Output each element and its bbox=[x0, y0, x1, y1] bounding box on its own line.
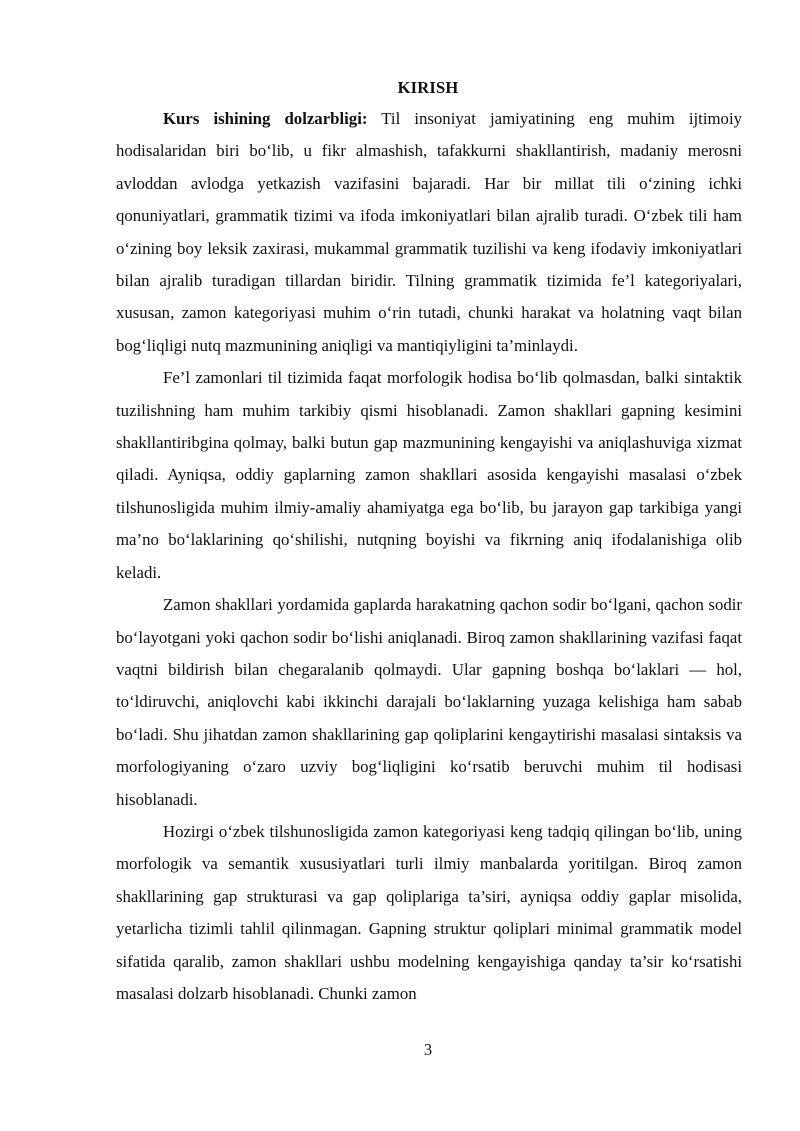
paragraph-3: Zamon shakllari yordamida gaplarda harakatning qachon sodir bo‘lgani, qachon sodir bo‘layotgani yoki qachon sodir bo‘lishi aniqlanadi. Biroq zamon shakllarining vazifasi faqat vaqtni bildirish bilan chegaralanib qolmaydi. Ular gapning boshqa bo‘laklari — hol, to‘ldiruvchi, aniqlovchi kabi ikkinchi darajali bo‘laklarning yuzaga kelishiga ham sabab bo‘ladi. Shu jihatdan zamon shakllarining gap qoliplarini kengaytirishi masalasi sintaksis va morfologiyaning o‘zaro uzviy bog‘liqligini ko‘rsatib beruvchi muhim til hodisasi hisoblanadi. bbox=[116, 595, 742, 809]
paragraph-1 bbox=[116, 103, 742, 362]
paragraph-1-lead: Kurs ishining dolzarbligi: bbox=[163, 109, 368, 128]
paragraph-4: Hozirgi o‘zbek tilshunosligida zamon kategoriyasi keng tadqiq qilingan bo‘lib, uning morfologik va semantik xususiyatlari turli ilmiy manbalarda yoritilgan. Biroq zamon shakllarining gap strukturasi va gap qoliplariga ta’siri, ayniqsa oddiy gaplar misolida, yetarlicha tizimli tahlil qilinmagan. Gapning struktur qoliplari minimal grammatik model sifatida qaralib, zamon shakllari ushbu modelning kengayishiga qanday ta’sir ko‘rsatishi masalasi dolzarb hisoblanadi. Chunki zamon bbox=[116, 821, 742, 1003]
paragraph-2: Fe’l zamonlari til tizimida faqat morfologik hodisa bo‘lib qolmasdan, balki sintaktik tuzilishning ham muhim tarkibiy qismi hisoblanadi. Zamon shakllari gapning kesimini shakllantiribgina qolmay, balki butun gap mazmunining kengayishi va aniqlashuviga xizmat qiladi. Ayniqsa, oddiy gaplarning zamon shakllari asosida kengayishi masalasi o‘zbek tilshunosligida muhim ilmiy-amaliy ahamiyatga ega bo‘lib, bu jarayon gap tarkibiga yangi ma’no bo‘laklarining qo‘shilishi, nutqning boyishi va fikrning aniq ifodalanishiga olib keladi. bbox=[116, 368, 742, 582]
section-heading: KIRISH bbox=[397, 78, 459, 97]
body-text bbox=[116, 103, 742, 1010]
page-number: 3 bbox=[423, 1040, 433, 1059]
paragraph-1-text: Til insoniyat jamiyatining eng muhim ijtimoiy hodisalaridan biri bo‘lib, u fikr almashish, tafakkurni shakllantirish, madaniy merosni avloddan avlodga yetkazish vazifasini bajaradi. Har bir millat tili o‘zining ichki qonuniyatlari, grammatik tizimi va ifoda imkoniyatlari bilan ajralib turadi. O‘zbek tili ham o‘zining boy leksik zaxirasi, mukammal grammatik tuzilishi va keng ifodaviy imkoniyatlari bilan ajralib turadigan tillardan biridir. Tilning grammatik tizimida fe’l kategoriyalari, xususan, zamon kategoriyasi muhim o‘rin tutadi, chunki harakat va holatning vaqt bilan bog‘liqligi nutq mazmunining aniqligi va mantiqiyligini ta’minlaydi. bbox=[116, 109, 742, 355]
